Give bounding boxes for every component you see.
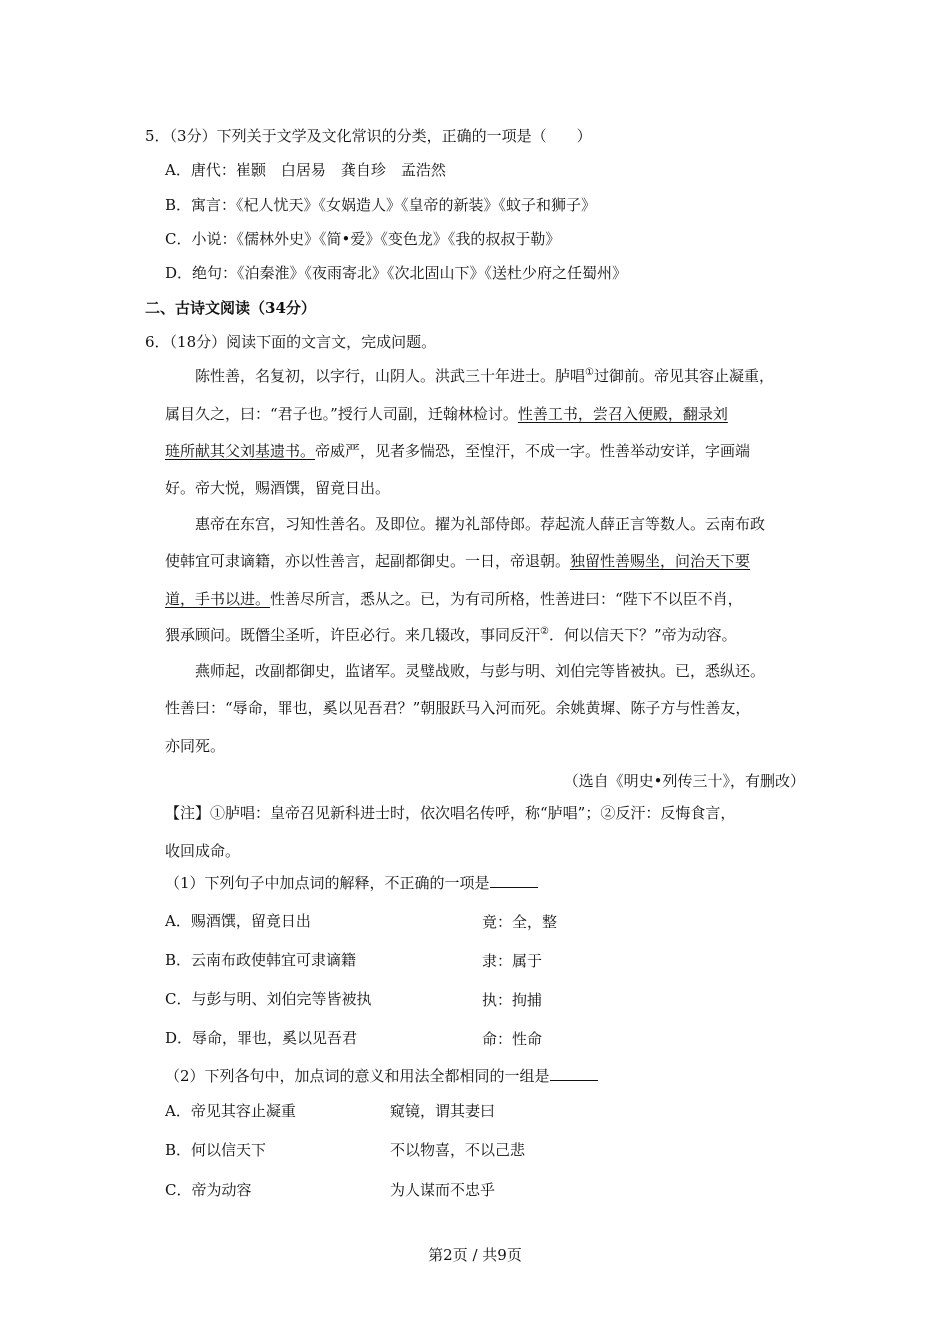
passage-p3-line1: 燕师起，改副都御史，监诸军。灵璧战败，与彭与明、刘伯完等皆被执。已，悉纵还。: [195, 662, 766, 680]
underlined-sentence-1-end: 琏所献其父刘基遗书。: [165, 442, 316, 460]
sub1-option-b-gloss: 隶：属于: [482, 952, 543, 970]
sub2-option-b-compare: 不以物喜，不以己悲: [390, 1141, 526, 1159]
sub2-option-a: A．帝见其容止凝重: [165, 1102, 296, 1120]
q5-option-d: D．绝句：《泊秦淮》《夜雨寄北》《次北固山下》《送杜少府之任蜀州》: [165, 264, 628, 282]
passage-p1-line2: 属目久之，曰：“君子也。”授行人司副，迁翰林检讨。性善工书，尝召入便殿，翻录刘: [165, 405, 728, 423]
q5-option-a: A．唐代：崔颢 白居易 龚自珍 孟浩然: [165, 161, 446, 179]
q5-option-c: C．小说：《儒林外史》《简•爱》《变色龙》《我的叔叔于勒》: [165, 230, 561, 248]
underlined-sentence-2: 独留性善赐坐，问治天下要: [570, 552, 751, 570]
q6-stem: 6．（18分）阅读下面的文言文，完成问题。: [145, 333, 437, 351]
sub2-option-a-compare: 窥镜，谓其妻曰: [390, 1102, 496, 1120]
q5-stem: 5．（3分）下列关于文学及文化常识的分类，正确的一项是（ ）: [145, 127, 592, 145]
note-line2: 收回成命。: [165, 842, 241, 860]
note-line1: 【注】①胪唱：皇帝召见新科进士时，依次唱名传呼，称“胪唱”；②反汗：反悔食言，: [165, 804, 736, 822]
sub2-option-c: C．帝为动容: [165, 1181, 252, 1199]
underlined-sentence-2-end: 道，手书以进。: [165, 590, 271, 608]
sub1-option-d-gloss: 命：性命: [482, 1030, 543, 1048]
sub1-stem: （1）下列句子中加点词的解释，不正确的一项是: [165, 873, 538, 893]
sub1-option-d: D．辱命，罪也，奚以见吾君: [165, 1029, 358, 1047]
passage-p3-line2: 性善曰：“辱命，罪也，奚以见吾君？”朝服跃马入河而死。余姚黄墀、陈子方与性善友，: [165, 699, 751, 717]
passage-p2-line1: 惠帝在东宫，习知性善名。及即位。擢为礼部侍郎。荐起流人薛正言等数人。云南布政: [195, 515, 766, 533]
passage-p1-line4: 好。帝大悦，赐酒馔，留竟日出。: [165, 479, 391, 497]
passage-p1-line1: 陈性善，名复初，以字行，山阴人。洪武三十年进士。胪唱①过御前。帝见其容止凝重，: [195, 367, 774, 385]
passage-source: （选自《明史•列传三十》，有删改）: [563, 772, 805, 790]
footnote-mark-2: ②: [540, 626, 549, 637]
sub2-option-b: B．何以信天下: [165, 1141, 267, 1159]
page-footer: 第2页 / 共9页: [428, 1246, 522, 1264]
sub2-option-c-compare: 为人谋而不忠乎: [390, 1181, 496, 1199]
underlined-sentence-1: 性善工书，尝召入便殿，翻录刘: [517, 405, 728, 423]
passage-p2-line2: 使韩宜可隶谪籍，亦以性善言，起副都御史。一日，帝退朝。独留性善赐坐，问治天下要: [165, 552, 751, 570]
q5-option-b: B．寓言：《杞人忧天》《女娲造人》《皇帝的新装》《蚊子和狮子》: [165, 196, 597, 214]
passage-p2-line4: 猥承顾问。既僭尘圣听，许臣必行。来几辍改，事同反汗②．何以信天下？”帝为动容。: [165, 626, 737, 644]
answer-blank[interactable]: [490, 873, 538, 888]
sub1-option-b: B．云南布政使韩宜可隶谪籍: [165, 951, 357, 969]
section-title: 二、古诗文阅读（34分）: [145, 299, 316, 317]
sub1-option-c: C．与彭与明、刘伯完等皆被执: [165, 990, 372, 1008]
passage-p2-line3: 道，手书以进。性善尽所言，悉从之。已，为有司所格，性善进曰：“陛下不以臣不肖，: [165, 590, 743, 608]
sub1-option-a-gloss: 竟：全，整: [482, 913, 558, 931]
sub2-stem: （2）下列各句中，加点词的意义和用法全都相同的一组是: [165, 1066, 598, 1086]
passage-p1-line3: 琏所献其父刘基遗书。帝威严，见者多惴恐，至惶汗，不成一字。性善举动安详，字画端: [165, 442, 751, 460]
passage-p3-line3: 亦同死。: [165, 737, 226, 755]
sub1-option-a: A．赐酒馔，留竟日出: [165, 912, 311, 930]
sub1-option-c-gloss: 执：拘捕: [482, 991, 543, 1009]
footnote-mark-1: ①: [585, 367, 594, 378]
answer-blank[interactable]: [550, 1066, 598, 1081]
